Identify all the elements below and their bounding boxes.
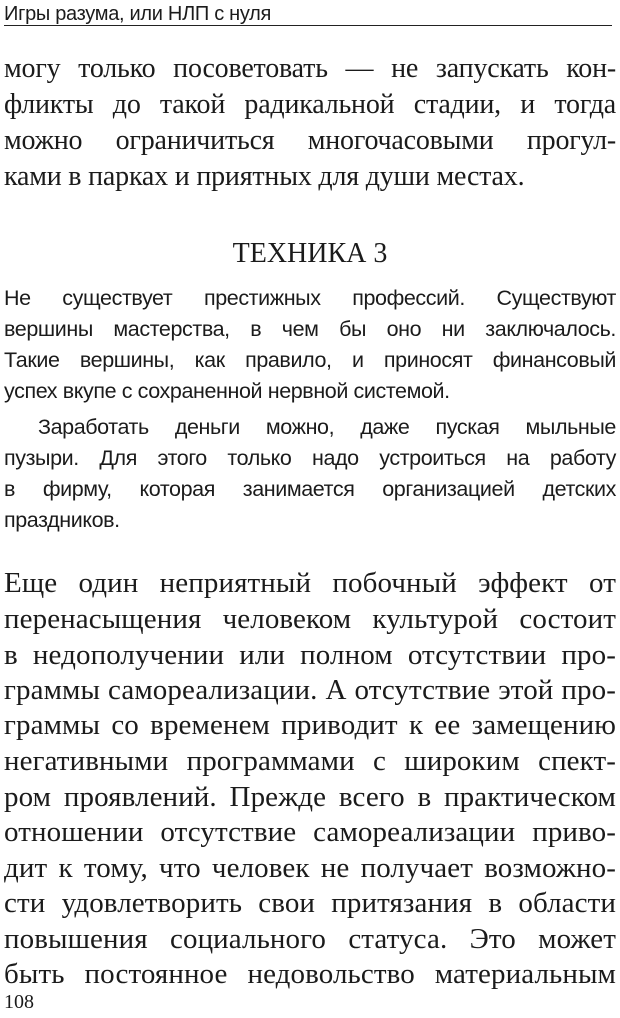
text-line: быть постоянное недовольство материальным — [4, 958, 616, 990]
text-line: Не существует престижных профессий. Существуют — [4, 286, 616, 310]
text-line: дит к тому, что человек не получает возможно- — [4, 852, 616, 884]
text-line: вершины мастерства, в чем бы оно ни заключалось. — [4, 317, 616, 341]
text-line: ками в парках и приятных для души местах. — [4, 161, 525, 192]
text-line: повышения социального статуса. Это может — [4, 923, 616, 955]
text-line: пузыри. Для этого только надо устроиться на работу — [4, 446, 616, 470]
text-line: Заработать деньги можно, даже пуская мыльные — [38, 415, 616, 439]
text-line: праздников. — [4, 508, 120, 532]
text-line: ром проявлений. Прежде всего в практическом — [4, 781, 616, 813]
text-line: отношении отсутствие самореализации приво- — [4, 816, 616, 848]
text-line: перенасыщения человеком культурой состоит — [4, 603, 616, 635]
technique-heading: ТЕХНИКА 3 — [232, 238, 388, 269]
text-line: граммы со временем приводит к ее замещению — [4, 709, 616, 741]
header-rule — [4, 25, 612, 26]
text-line: успех вкупе с сохраненной нервной системой. — [4, 379, 450, 403]
text-line: можно ограничиться многочасовыми прогул- — [4, 125, 616, 156]
text-line: граммы самореализации. А отсутствие этой про- — [4, 674, 616, 706]
text-line: в недополучении или полном отсутствии про- — [4, 639, 616, 671]
running-head: Игры разума, или НЛП с нуля — [4, 3, 272, 25]
text-line: Еще один неприятный побочный эффект от — [4, 567, 616, 599]
page-number: 108 — [4, 991, 34, 1013]
text-line: сти удовлетворить свои притязания в области — [4, 887, 616, 919]
text-line: в фирму, которая занимается организацией детских — [4, 477, 616, 501]
text-line: Такие вершины, как правило, и приносят финансовый — [4, 348, 616, 372]
text-line: могу только посоветовать — не запускать кон- — [4, 53, 616, 84]
text-line: негативными программами с широким спект- — [4, 745, 616, 777]
text-line: фликты до такой радикальной стадии, и тогда — [4, 89, 616, 120]
